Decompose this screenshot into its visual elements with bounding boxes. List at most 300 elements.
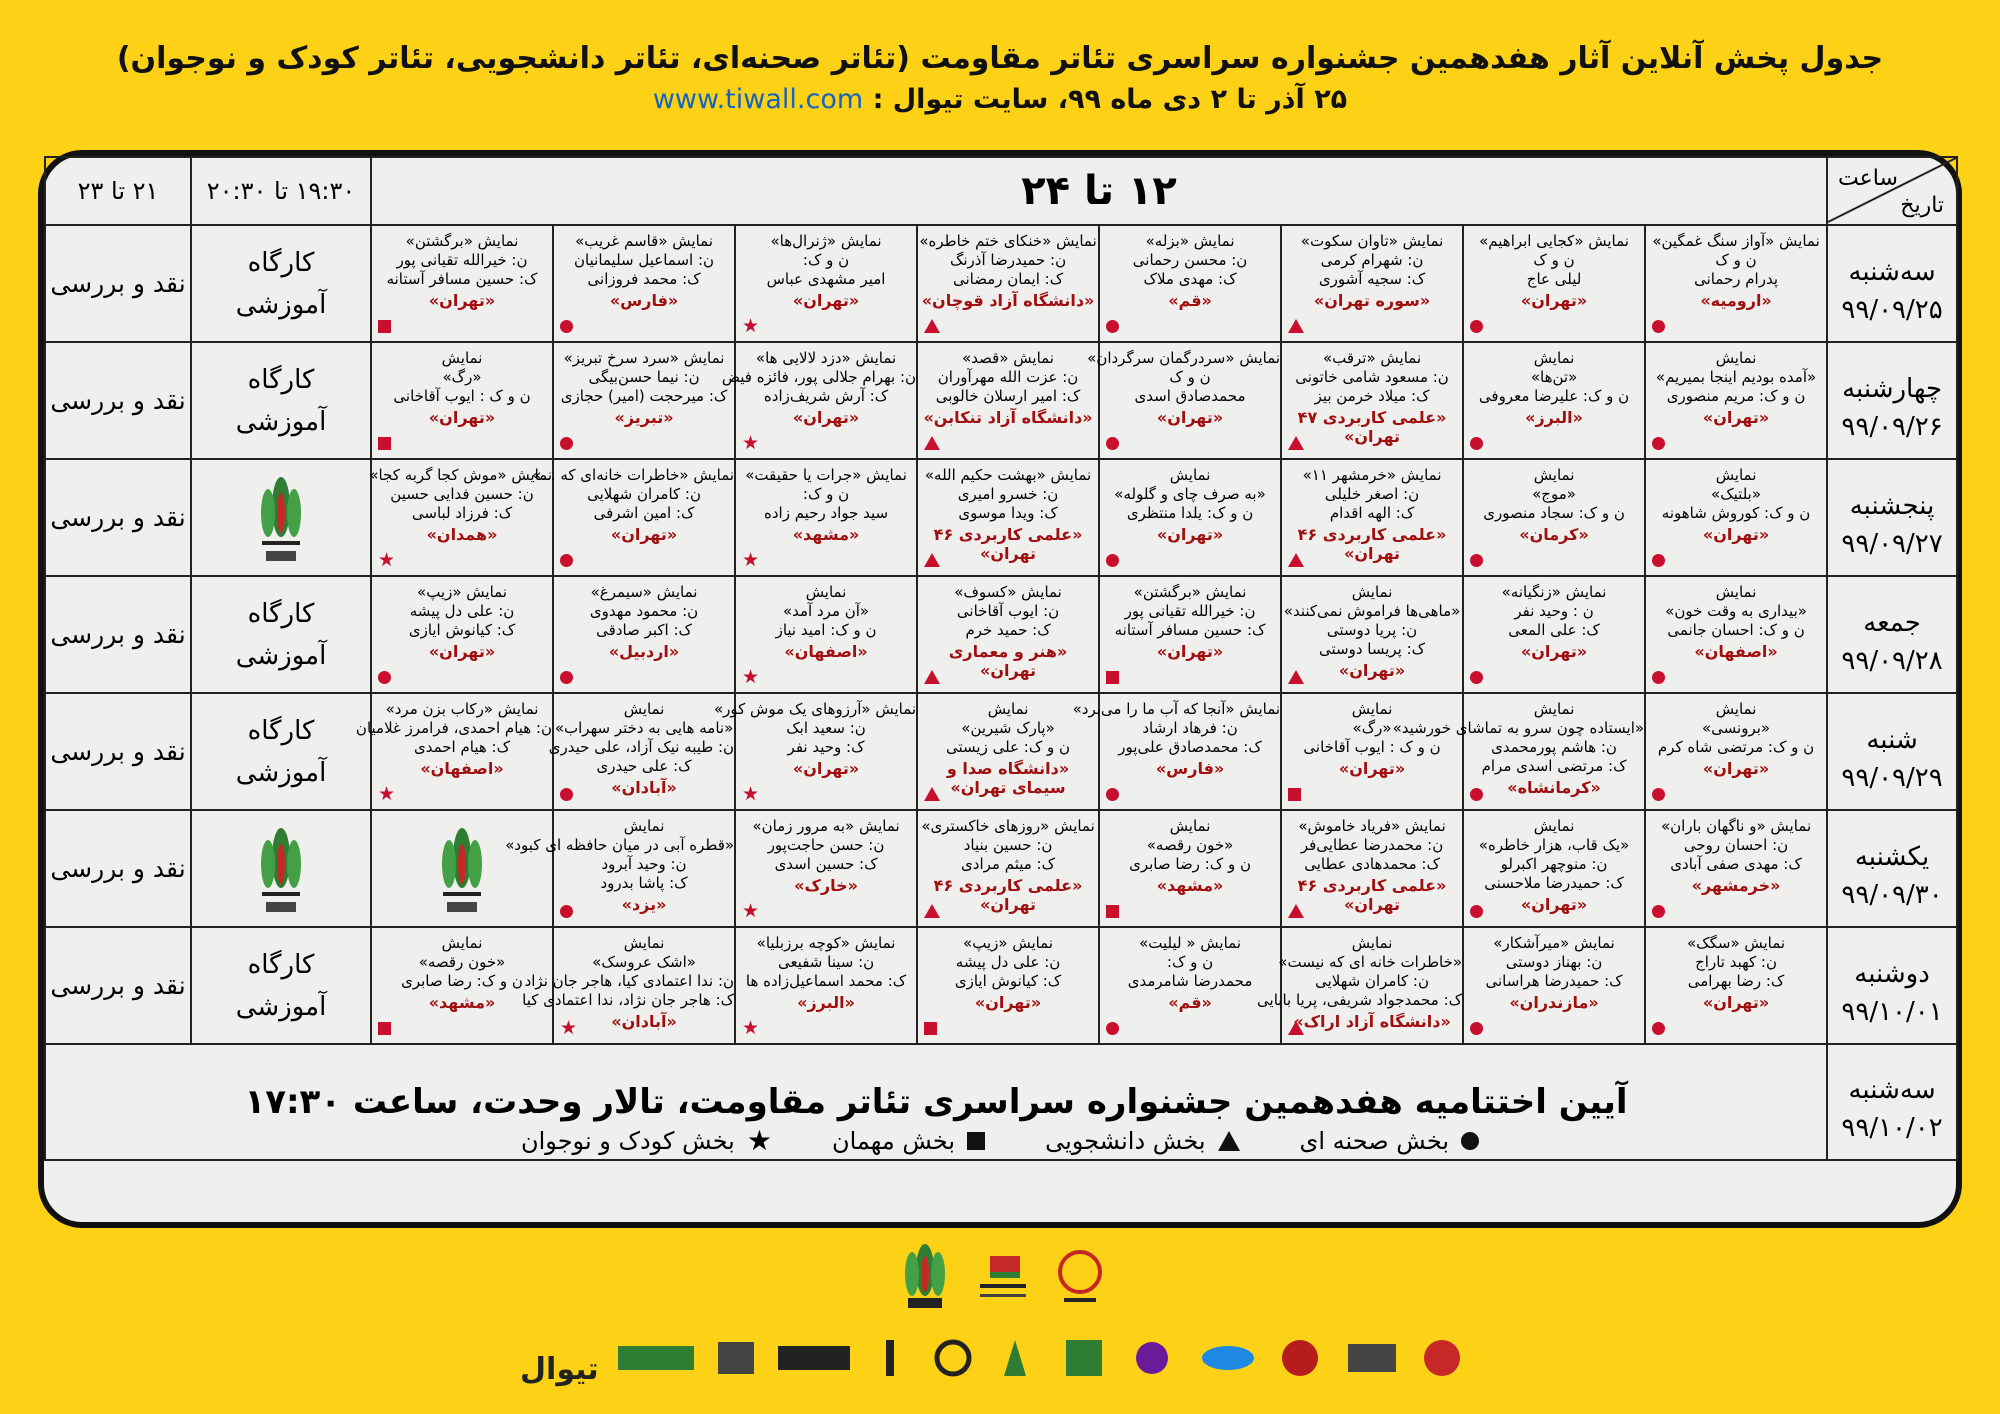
show-city: «البرز» [797,993,855,1012]
show-line: نمایش «فریاد خاموش» [1298,817,1446,835]
show-line: ن و ک [1533,251,1575,269]
star-icon: ★ [742,549,760,571]
square-icon [378,1022,391,1035]
show-cell [1257,927,1463,1044]
circle-icon [1470,320,1483,333]
show-line: ن: شهرام کرمی [1320,251,1424,269]
day-name: پنجشنبه [1849,490,1935,521]
show-info [736,928,916,1041]
workshop-line: آموزشی [235,289,327,320]
show-info [1072,694,1281,807]
show-line: ن و ک: یلدا منتظری [1126,504,1254,522]
show-line: «آمده بودیم اینجا بمیریم» [1655,368,1817,386]
square-icon [924,1022,937,1035]
show-line: ک: محمد فروزانی [587,270,701,288]
circle-icon [1106,554,1119,567]
show-line: ن و ک: مرتضی شاه کرم [1657,738,1815,756]
show-cell [917,693,1099,810]
workshop-cell [191,693,371,810]
show-line: ک: مهدی صفی آبادی [1670,855,1802,873]
show-info [532,460,735,573]
show-line: ن: حسین بنیاد [963,836,1053,854]
circle-icon [1652,788,1665,801]
show-line: نمایش [1715,466,1757,484]
circle-icon [1470,788,1483,801]
show-cell [1645,342,1827,459]
show-city: «کرمانشاه» [1507,778,1601,797]
workshop-line: کارگاه [247,715,315,746]
tiwall-link[interactable]: www.tiwall.com [652,84,864,115]
show-info [721,343,917,456]
review-label: نقد و بررسی [50,386,186,415]
legend-stage: بخش صحنه ای [1300,1124,1479,1157]
show-line: «قطره آبی در میان حافظه ای کبود» [505,836,735,854]
show-city: «ارومیه» [1700,291,1772,310]
show-city: «فارس» [609,291,679,310]
show-info [1646,811,1826,924]
show-info [1282,226,1462,339]
star-icon: ★ [742,666,760,688]
review-label: نقد و بررسی [50,737,186,766]
show-city: «تهران» [1520,895,1588,914]
show-line: ک: امیر ارسلان خالوبی [935,387,1081,405]
show-cell [721,342,917,459]
show-info [505,811,735,924]
day-cell [1827,459,1957,576]
show-line: ک: علی حیدری [596,757,692,775]
show-line: ن و ک: علیرضا معروفی [1478,387,1630,405]
show-line: نمایش [1533,466,1575,484]
show-cell [1645,576,1827,693]
show-line: ک: حسین مسافر آستانه [386,270,538,288]
day-row [45,693,1957,810]
show-line: نمایش «سردرگمان سرگردان» [1087,349,1281,367]
page-title: جدول پخش آنلاین آثار هفدهمین جشنواره سراسری تئاتر مقاومت (تئاتر صحنه‌ای، تئاتر دانشجویی، تئاتر کودک و نوجوان) [116,41,1884,76]
basij-logo [1050,1248,1110,1312]
day-name: یکشنبه [1854,841,1930,872]
show-cell [1099,810,1281,927]
date-range: ۲۵ آذر تا ۲ دی ماه ۹۹، سایت تیوال : [872,84,1348,115]
show-line: ن: محسن رحمانی [1132,251,1248,269]
show-line: نمایش «کوچه برزبلیا» [756,934,896,952]
show-line: ن: سینا شفیعی [777,953,875,971]
show-city: «دانشگاه آزاد تنکابن» [923,408,1093,427]
show-line: ن: ندا اعتمادی کیا، هاجر جان نژاد [524,972,735,990]
show-line: ک: میرحجت (امیر) حجازی [560,387,728,405]
circle-icon [1652,437,1665,450]
show-city: «تهران» [428,642,496,661]
show-info [1646,343,1826,456]
show-line: نمایش [1169,466,1211,484]
show-info [372,343,552,456]
review-cell [45,342,191,459]
page-subtitle [0,80,2000,120]
circle-icon [1652,1022,1665,1035]
show-city: «کرمان» [1519,525,1589,544]
show-city: «تهران» [1702,525,1770,544]
review-label: نقد و بررسی [50,620,186,649]
review-cell [45,810,191,927]
workshop-time-header: ۱۹:۳۰ تا ۲۰:۳۰ [191,157,371,225]
circle-icon [560,437,573,450]
show-line: ک: کیانوش ایازی [408,621,516,639]
show-line: نمایش [1533,700,1575,718]
show-line: نمایش «زنگیانه» [1501,583,1607,601]
show-cell [371,459,553,576]
show-city: «قم» [1168,993,1212,1012]
show-line: ن و ک: رضا صابری [1129,855,1251,873]
show-line: ک: میثم مرادی [961,855,1056,873]
star-icon: ★ [742,1017,760,1039]
show-line: نمایش [1351,934,1393,952]
show-cell [548,693,735,810]
show-line: ک: حمیدرضا هراسانی [1485,972,1623,990]
festival-emblem-icon [250,473,312,569]
show-line: نمایش [1715,700,1757,718]
show-line: «خون رقصه» [418,953,506,971]
show-city: «تهران» [1702,993,1770,1012]
show-cell [1645,927,1827,1044]
show-city: «مازندران» [1509,993,1599,1012]
show-line: ک: محمدصادق علی‌پور [1118,738,1262,756]
show-line: ک: اکبر صادقی [596,621,692,639]
show-info [1087,343,1281,456]
workshop-line: کارگاه [247,247,315,278]
show-cell [713,693,917,810]
workshop-cell [191,927,371,1044]
triangle-icon [924,436,940,450]
show-line: ن: پریا دوستی [1326,621,1418,639]
show-info [1392,694,1645,807]
show-line: نمایش «دزد لالایی ها» [755,349,897,367]
day-date: ۹۹/۰۹/۲۹ [1841,762,1943,793]
show-line: نمایش «روزهای خاکستری» [921,817,1095,835]
show-line: نمایش [1351,583,1393,601]
show-info [1100,928,1280,1041]
show-cell [1281,693,1463,810]
circle-icon [378,671,391,684]
show-city: «تهران» [1338,759,1406,778]
show-cell [1463,927,1645,1044]
show-line: ک: حمیدرضا ملاحسنی [1484,874,1624,892]
review-time-header: ۲۱ تا ۲۳ [45,157,191,225]
day-name: شنبه [1866,724,1918,755]
show-cell [1463,225,1645,342]
festival-emblem-icon [431,824,493,920]
review-cell [45,927,191,1044]
star-icon: ★ [378,783,396,805]
show-line: ک: الهه اقدام [1329,504,1415,522]
show-info [1100,577,1280,690]
theatre-center-logo [1276,1336,1324,1380]
show-line: نمایش [805,583,847,601]
workshop-cell [191,810,371,927]
show-info [1282,811,1462,924]
show-info [1646,577,1826,690]
circle-icon [1652,320,1665,333]
show-cell [1645,693,1827,810]
show-city: «دانشگاه صدا و سیمای تهران» [946,759,1070,797]
show-line: ن و ک: امید نیاز [775,621,877,639]
show-cell [735,225,917,342]
triangle-icon [924,787,940,801]
show-line: «رگ» [442,368,482,386]
show-city: «تهران» [610,525,678,544]
show-line: «آن مرد آمد» [782,602,870,620]
show-line: نمایش [623,934,665,952]
show-line: نمایش [441,934,483,952]
circle-icon [1652,554,1665,567]
show-cell [1463,576,1645,693]
corner-diagonal [1828,158,1956,222]
show-line: ن و ک: مریم منصوری [1666,387,1806,405]
show-city: «تهران» [1156,642,1224,661]
triangle-icon [924,904,940,918]
show-info [548,694,735,807]
triangle-icon [1288,670,1304,684]
workshop-cell [191,225,371,342]
show-line: ن: خیرالله تقیانی پور [1124,602,1256,620]
day-name: سه‌شنبه [1848,1075,1936,1105]
show-line: ن: نیما حسن‌بیگی [588,368,700,386]
workshop-cell [191,459,371,576]
show-city: «تهران» [428,408,496,427]
puppet-logo [868,1336,912,1380]
circle-icon [1470,554,1483,567]
show-city: «تهران» [1520,291,1588,310]
show-cell [1392,693,1645,810]
page-header [0,38,2000,120]
circle-icon [1106,437,1119,450]
show-city: «دانشگاه آزاد اراک» [1293,1012,1451,1031]
show-line: ن: هاشم پورمحمدی [1491,738,1617,756]
review-cell [45,225,191,342]
show-line: ک: حسین مسافر آستانه [1114,621,1266,639]
show-line: ن و ک: کوروش شاهونه [1661,504,1811,522]
show-line: ک: سجیه آشوری [1318,270,1426,288]
circle-icon [560,320,573,333]
show-city: «تهران» [1156,408,1224,427]
show-city: «آبادان» [611,1012,677,1031]
workshop-line: کارگاه [247,949,315,980]
show-line: «موج» [1532,485,1576,503]
show-line: نمایش [1533,349,1575,367]
show-city: «اردبیل» [608,642,680,661]
square-icon [1288,788,1301,801]
show-line: ن: محمدرضا عطایی‌فر [1300,836,1444,854]
ministry-logo [1342,1336,1402,1380]
show-info [1282,343,1462,456]
show-line: نمایش «زیپ» [417,583,508,601]
review-cell [45,576,191,693]
show-cell [1281,342,1463,459]
show-line: نمایش «قاسم غریب» [575,232,714,250]
workshop-line: کارگاه [247,598,315,629]
show-cell [917,927,1099,1044]
show-line: «اشک عروسک» [592,953,696,971]
show-line: «ماهی‌ها فراموش نمی‌کنند» [1283,602,1461,620]
show-info [554,226,734,339]
show-cell [1463,459,1645,576]
show-info [369,460,553,573]
show-line: ن: اصغر خلیلی [1324,485,1420,503]
show-city: «خرمشهر» [1691,876,1781,895]
show-line: ن و ک: رضا صابری [401,972,523,990]
show-info [1646,928,1826,1041]
circle-icon [560,554,573,567]
circle-icon [1470,437,1483,450]
show-info [918,577,1098,690]
show-city: «تهران» [792,291,860,310]
show-line: نمایش [623,700,665,718]
show-line: نمایش [441,349,483,367]
show-info [1257,928,1463,1041]
hozeh-logo [1124,1336,1180,1380]
show-city: «یزد» [621,895,667,914]
show-line: ن: فرهاد ارشاد [1142,719,1238,737]
show-line: نمایش «تاوان سکوت» [1300,232,1444,250]
show-line: ن: علی دل پیشه [409,602,515,620]
show-line: نمایش «و ناگهان باران» [1660,817,1812,835]
show-line: «یک قاب، هزار خاطره» [1478,836,1630,854]
workshop-cell [191,342,371,459]
show-line: ن: کامران شهلایی [1315,972,1429,990]
show-line: ک: امین اشرفی [593,504,695,522]
show-cell [1281,576,1463,693]
day-row [45,342,1957,459]
show-line: نمایش «زیپ» [963,934,1054,952]
show-line: نمایش « لیلیت» [1139,934,1242,952]
show-line: ن: عزت الله مهرآوران [937,368,1079,386]
show-line: «خون رقصه» [1146,836,1234,854]
square-icon [967,1132,985,1150]
triangle-icon [1288,436,1304,450]
workshop-line: آموزشی [235,757,327,788]
show-line: ک: حمید خرم [965,621,1051,639]
triangle-icon [1288,1021,1304,1035]
review-label: نقد و بررسی [50,971,186,1000]
show-line: ن و ک: [1166,953,1214,971]
show-city: «تهران» [1338,661,1406,680]
day-row [45,459,1957,576]
square-icon [378,320,391,333]
review-cell [45,459,191,576]
cinema-logo [712,1336,760,1380]
show-cell [917,342,1099,459]
show-cell [1072,693,1281,810]
show-line: لیلی عاج [1526,270,1582,288]
circle-icon [1470,1022,1483,1035]
show-line: «به صرف چای و گلوله» [1114,485,1266,503]
show-info [1464,343,1644,456]
day-date: ۹۹/۰۹/۲۸ [1841,645,1943,676]
festival-emblem-icon [250,824,312,920]
show-line: ن: سعید ابک [786,719,866,737]
day-date: ۹۹/۰۹/۳۰ [1841,879,1943,910]
show-cell [1099,225,1281,342]
show-line: نمایش «قصد» [962,349,1054,367]
show-line: سید جواد رحیم زاده [763,504,889,522]
workshop-line: آموزشی [235,640,327,671]
show-line: ن: هیام احمدی، فرامرز غلامیان [355,719,553,737]
day-row [45,810,1957,927]
circle-icon [1106,1022,1119,1035]
show-cell [1645,459,1827,576]
show-cell [1099,459,1281,576]
day-name: جمعه [1863,607,1921,638]
star-icon: ★ [742,900,760,922]
show-line: ن: حسین فدایی حسین [390,485,534,503]
show-line: ک: مرتضی اسدی مرام [1481,757,1627,775]
show-cell [1281,459,1463,576]
show-line: ن : وحید نفر [1514,602,1594,620]
show-line: نمایش «برگشتن» [405,232,519,250]
circle-icon [560,671,573,684]
shahrno-logo [774,1336,854,1380]
show-city: «علمی کاربردی ۴۶ تهران» [933,876,1083,914]
closing-ceremony: آیین اختتامیه هفدهمین جشنواره سراسری تئاتر مقاومت، تالار وحدت، ساعت ۱۷:۳۰ [45,1044,1827,1160]
sepah-logo [1060,1336,1108,1380]
show-info [918,460,1098,573]
show-line: نمایش «سیمرغ» [590,583,698,601]
circle-icon [560,905,573,918]
resistance-association-logo [970,1250,1036,1310]
show-line: ن: ایوب آقاخانی [956,602,1060,620]
day-row [45,927,1957,1044]
square-icon [1106,671,1119,684]
show-line: «ایستاده چون سرو به تماشای خورشید» [1392,719,1645,737]
show-line: ن: احسان روحی [1683,836,1789,854]
circle-icon [1461,1132,1479,1150]
show-line: نمایش «جرات یا حقیقت» [745,466,907,484]
show-line: پدرام رحمانی [1694,270,1779,288]
show-line: ک: محمدجواد شریفی، پریا بابایی [1257,991,1463,1009]
main-time-header: ۱۲ تا ۲۴ [371,157,1827,225]
show-line: امیر مشهدی عباس [766,270,886,288]
triangle-icon [924,670,940,684]
show-line: ن: کهبد تاراج [1695,953,1777,971]
show-city: «علمی کاربردی ۴۶ تهران» [1297,525,1447,563]
theatre-shahr-logo [930,1336,976,1380]
show-line: ک: رضا بهرامی [1687,972,1785,990]
workshop-line: آموزشی [235,991,327,1022]
show-city: «اصفهان» [1694,642,1778,661]
show-line: ن: طیبه نیک آزاد، علی حیدری [548,738,735,756]
show-city: «فارس» [1155,759,1225,778]
show-cell [1645,810,1827,927]
show-line: نمایش [1715,583,1757,601]
show-cell [371,927,553,1044]
show-line: نمایش [1533,817,1575,835]
show-line: نمایش «سگک» [1686,934,1786,952]
ufoh-logo [1200,1336,1256,1380]
show-city: «تهران» [1520,642,1588,661]
show-line: نمایش «ترقب» [1322,349,1422,367]
show-city: «سوره تهران» [1313,291,1431,310]
show-line: نمایش «برگشتن» [1133,583,1247,601]
show-line: نمایش [1715,349,1757,367]
show-line: ن و ک : ایوب آقاخانی [393,387,531,405]
show-city: «تهران» [974,993,1042,1012]
day-date: ۹۹/۰۹/۲۷ [1841,528,1943,559]
show-line: نمایش «کجایی ابراهیم» [1479,232,1629,250]
show-info [1100,811,1280,924]
show-line: نمایش «آرزوهای یک موش کور» [713,700,917,718]
show-line: ن: خیرالله تقیانی پور [396,251,528,269]
show-info [918,928,1098,1041]
show-city: «قم» [1168,291,1212,310]
review-label: نقد و بررسی [50,503,186,532]
